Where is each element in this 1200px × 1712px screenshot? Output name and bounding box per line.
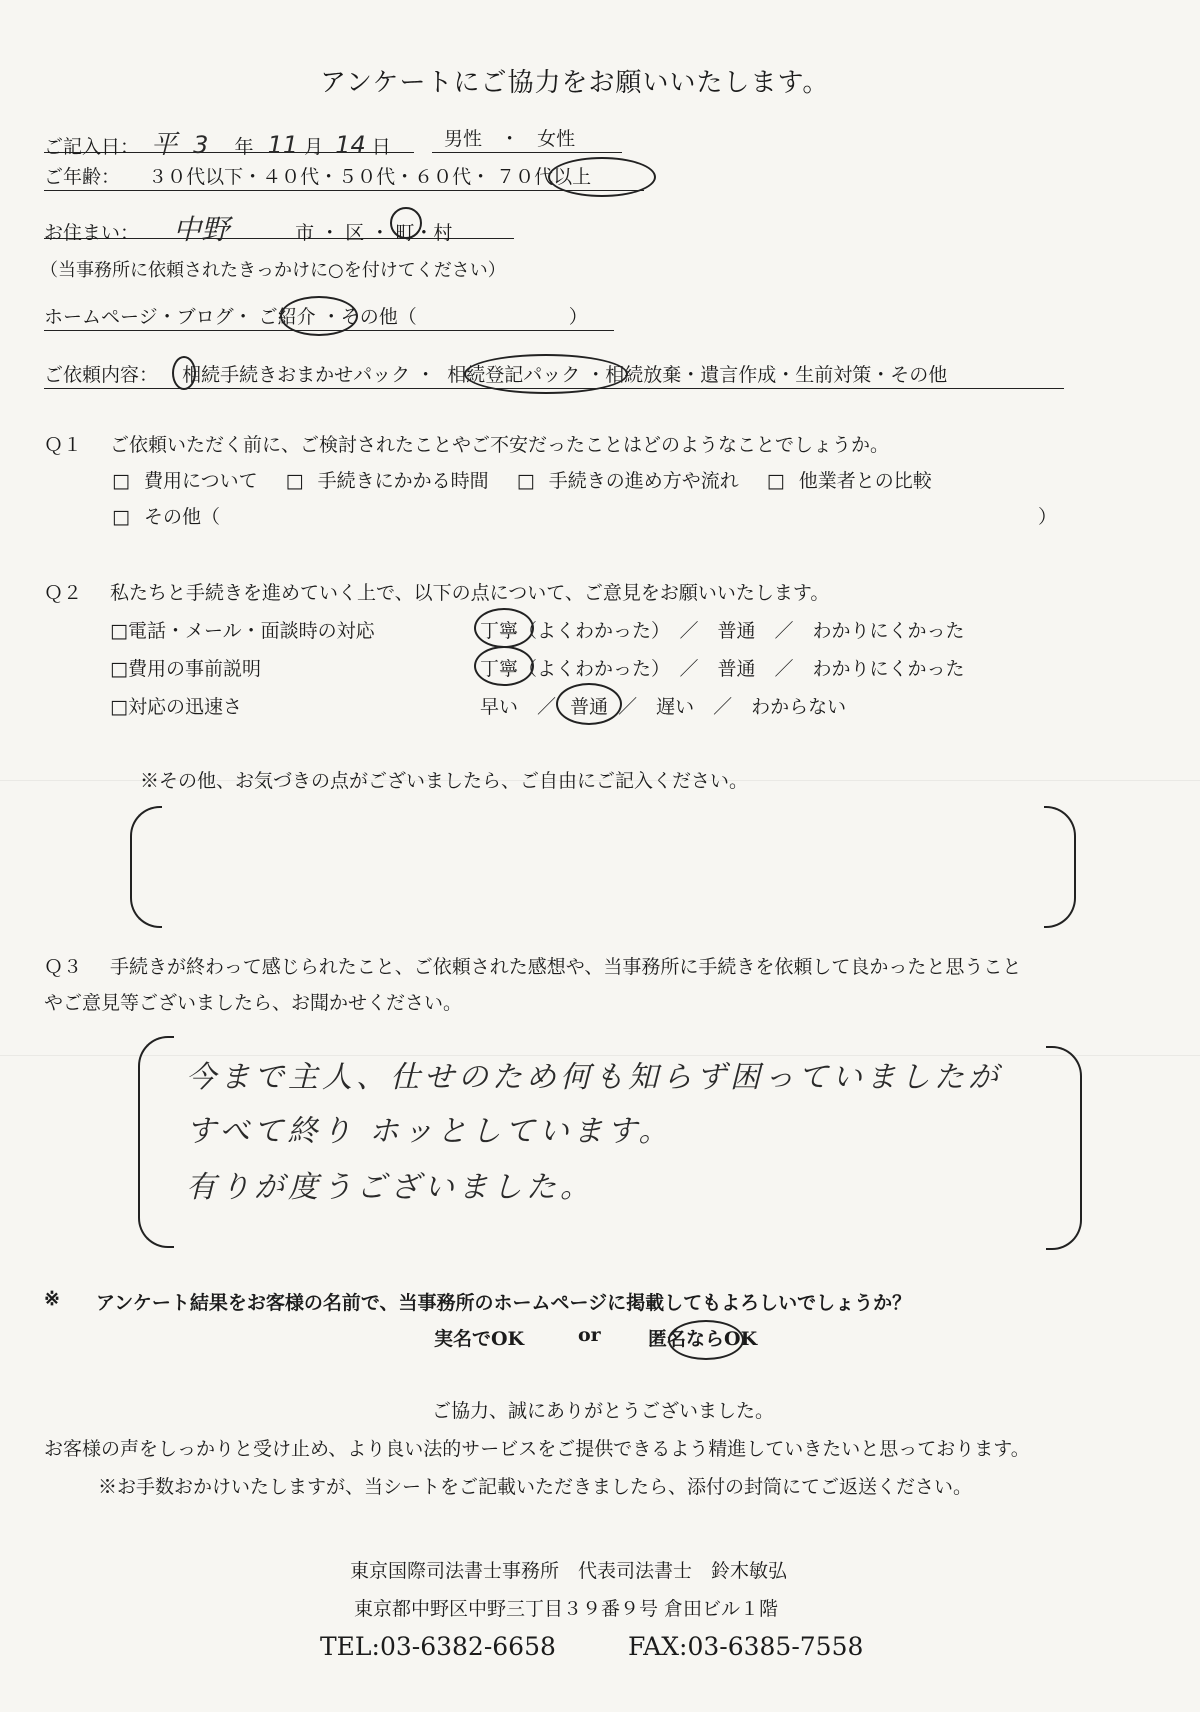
- checkbox[interactable]: □: [516, 470, 535, 492]
- age-options: ３０代以下・４０代・５０代・６０代・: [148, 166, 491, 188]
- date-day: 14: [335, 131, 366, 159]
- q2-question: 私たちと手続きを進めていく上で、以下の点について、ご意見をお願いいたします。: [110, 582, 830, 604]
- age-selected[interactable]: ７０代以上: [496, 166, 592, 188]
- q1-options-row: [112, 466, 932, 493]
- consent-anon-post: OK: [724, 1328, 758, 1350]
- q2-row-answer: [480, 616, 965, 643]
- answer-handwritten-line: 有りが度うございました。: [186, 1170, 594, 1205]
- q2-row-choices: 早い ／: [480, 696, 557, 718]
- residence-sep: ・: [320, 222, 340, 244]
- date-day-unit: 日: [371, 136, 391, 158]
- footer-office: 東京国際司法書士事務所 代表司法書士 鈴木敏弘: [350, 1560, 788, 1582]
- checkbox[interactable]: □: [112, 506, 130, 528]
- residence-town-village: 町・村: [395, 222, 453, 244]
- request-option-omakase[interactable]: 相続手続きおまかせパック: [182, 364, 411, 386]
- q2-row-label[interactable]: □電話・メール・面談時の対応: [110, 620, 375, 642]
- residence-value[interactable]: 中野: [173, 213, 230, 246]
- q1-other-close: ）: [1038, 506, 1058, 528]
- residence-sep: ・: [370, 222, 390, 244]
- answer-handwritten-line: すべて終り ホッとしています。: [186, 1114, 673, 1149]
- q2-row-choices: （よくわかった） ／ 普通 ／ わかりにくかった: [518, 658, 965, 680]
- answer-box-left-bracket: [138, 1036, 174, 1248]
- checkbox[interactable]: □: [766, 470, 785, 492]
- q3-question-line2: やご意見等ございましたら、お聞かせください。: [44, 992, 463, 1014]
- request-label: ご依頼内容：: [44, 364, 159, 386]
- trigger-post: ・その他（ ）: [321, 306, 588, 328]
- request-sep: ・: [416, 364, 436, 386]
- q2-row-selected[interactable]: 丁寧: [480, 620, 519, 642]
- comment-box-right-bracket: [1044, 806, 1076, 928]
- q1-number: Ｑ１: [44, 434, 83, 456]
- gender-male[interactable]: 男性: [444, 128, 483, 150]
- trigger-pre: ホームページ・ブログ・: [44, 306, 253, 328]
- answer-handwritten-line: 今まで主人、仕せのため何も知らず困っていましたが: [186, 1060, 1002, 1095]
- checkbox[interactable]: □: [285, 470, 304, 492]
- checkbox[interactable]: □: [112, 470, 130, 492]
- date-year-unit: 年: [234, 136, 254, 158]
- gender-row: [432, 124, 622, 153]
- trigger-note: （当事務所に依頼されたきっかけに○を付けてください）: [40, 260, 506, 281]
- comment-input-area[interactable]: [170, 810, 1030, 920]
- consent-anon-pre: 匿名: [648, 1328, 687, 1350]
- residence-label: お住まい：: [44, 222, 140, 244]
- date-row: [44, 124, 414, 160]
- page-title: アンケートにご協力をお願いいたします。: [320, 68, 830, 98]
- comment-box-left-bracket: [130, 806, 162, 928]
- closing-message: お客様の声をしっかりと受け止め、より良い法的サービスをご提供できるよう精進していきたいと思っております。: [44, 1438, 1030, 1460]
- consent-mark: ※: [44, 1288, 60, 1310]
- selection-circle: [474, 608, 534, 648]
- consent-real-name-option[interactable]: 実名でOK: [434, 1328, 525, 1350]
- q3-number: Ｑ３: [44, 956, 83, 978]
- consent-question: アンケート結果をお客様の名前で、当事務所のホームページに掲載してもよろしいでしょうか？: [96, 1292, 912, 1314]
- residence-row: [44, 208, 514, 246]
- footer-fax: FAX:03-6385-7558: [628, 1632, 864, 1661]
- closing-return-note: ※お手数おかけいたしますが、当シートをご記載いただきましたら、添付の封筒にてご返送ください。: [98, 1476, 973, 1498]
- date-year: 3: [193, 131, 209, 159]
- age-selection-circle: [548, 157, 656, 197]
- age-label: ご年齢：: [44, 166, 121, 188]
- ward-selection-circle: [390, 207, 422, 239]
- request-option-registration[interactable]: 相続登記パック: [447, 364, 581, 386]
- omakase-selection-mark: [172, 356, 196, 390]
- q2-row-choices: ／ 遅い ／ わからない: [618, 696, 847, 718]
- q1-option-other: その他（: [144, 506, 221, 528]
- residence-city: 市: [295, 222, 315, 244]
- footer-address: 東京都中野区中野三丁目３９番９号 倉田ビル１階: [354, 1598, 779, 1620]
- date-month: 11: [267, 131, 299, 159]
- q2-number: Ｑ２: [44, 582, 83, 604]
- consent-anon-circled: なら: [686, 1328, 725, 1350]
- registration-selection-circle: [464, 354, 628, 394]
- closing-thanks: ご協力、誠にありがとうございました。: [432, 1400, 775, 1422]
- q1-option-process: 手続きの進め方や流れ: [548, 470, 739, 492]
- footer-tel: TEL:03-6382-6658: [320, 1632, 556, 1661]
- residence-ward[interactable]: 区: [345, 222, 365, 244]
- selection-circle: [474, 646, 534, 686]
- q2-row-answer: [480, 654, 965, 681]
- q1-question: ご依頼いただく前に、ご検討されたことやご不安だったことはどのようなことでしょうか。: [110, 434, 890, 456]
- q2-row-label[interactable]: □費用の事前説明: [110, 658, 261, 680]
- date-era: 平: [151, 130, 178, 160]
- q1-option-cost: 費用について: [144, 470, 258, 492]
- anonymous-selection-circle: [668, 1320, 744, 1360]
- q2-row-selected[interactable]: 普通: [570, 696, 609, 718]
- q2-row-selected[interactable]: 丁寧: [480, 658, 519, 680]
- q1-other-row: [112, 502, 220, 529]
- date-month-unit: 月: [304, 136, 324, 158]
- q2-row-choices: （よくわかった） ／ 普通 ／ わかりにくかった: [518, 620, 965, 642]
- trigger-selected[interactable]: ご紹介: [258, 306, 316, 328]
- referral-selection-circle: [280, 296, 358, 336]
- request-other-options: ・相続放棄・遺言作成・生前対策・その他: [586, 364, 948, 386]
- q2-row-answer: [480, 692, 846, 719]
- selection-circle: [556, 683, 622, 725]
- q1-option-compare: 他業者との比較: [798, 470, 932, 492]
- answer-box-right-bracket: [1046, 1046, 1082, 1250]
- gender-female[interactable]: 女性: [537, 128, 576, 150]
- consent-or: or: [578, 1324, 601, 1346]
- q3-question-line1: 手続きが終わって感じられたこと、ご依頼された感想や、当事務所に手続きを依頼して良かったと思うこと: [110, 956, 1022, 978]
- gender-separator: ・: [500, 128, 520, 150]
- q1-option-time: 手続きにかかる時間: [317, 470, 489, 492]
- date-label: ご記入日：: [44, 136, 140, 158]
- q2-row-label[interactable]: □対応の迅速さ: [110, 696, 242, 718]
- comment-prompt: ※その他、お気づきの点がございましたら、ご自由にご記入ください。: [140, 770, 749, 792]
